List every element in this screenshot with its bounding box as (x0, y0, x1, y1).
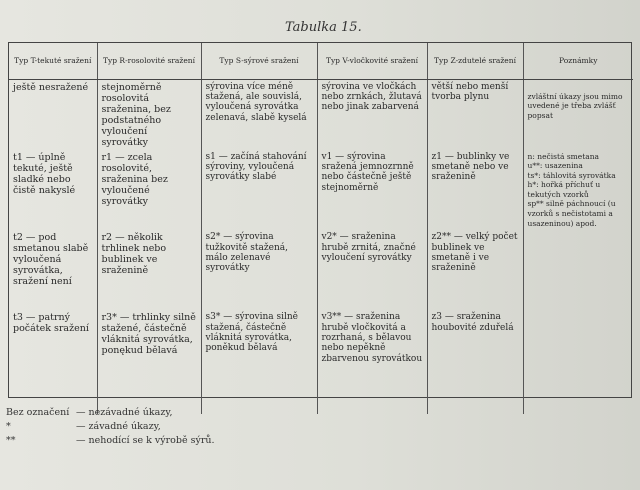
table-cell: větší nebo menší tvorba plynu (427, 79, 523, 150)
table-cell: t3 — patrný počátek sražení (13, 312, 89, 335)
table-cell (523, 310, 633, 414)
legend (6, 406, 215, 448)
column-header: Poznámky (523, 43, 633, 79)
table-row (9, 310, 633, 414)
table-cell: z3 — sraženina houbovité zduřelá (427, 310, 523, 414)
table-cell: v3** — sraženina hrubě vločkovitá a rozrhaná, s bělavou nebo nepěkně zbarvenou syrovátkou (317, 310, 427, 414)
table-cell: s3* — sýrovina silně stažená, částečně vláknitá syrovátka, poněkud bělavá (201, 310, 317, 414)
table-row (9, 230, 633, 310)
table-caption: Tabulka 15. (285, 20, 362, 35)
table-cell (523, 230, 633, 310)
data-table (8, 42, 632, 398)
column-header: Typ Z-zdutelé sražení (427, 43, 523, 79)
table-cell: t1 — úplně tekuté, ještě sladké nebo čistě nakyslé (13, 151, 76, 196)
table-row (9, 79, 633, 150)
table-cell: r1 — zcela rosolovité, sraženina bez vyloučené syrovátky (97, 150, 201, 231)
table-cell: v2* — sraženina hrubě zrnitá, značné vyloučení syrovátky (317, 230, 427, 310)
legend-key: Bez označení (6, 407, 70, 418)
legend-item (6, 420, 215, 434)
legend-text: — nezávadné úkazy, (76, 407, 173, 418)
column-header: Typ T-tekuté sražení (9, 43, 97, 79)
legend-text: — nehodící se k výrobě sýrů. (76, 435, 215, 446)
table-cell: sýrovina více méně stažená, ale souvislá, vyloučená syrovátka zelenavá, slabě kyselá (201, 79, 317, 150)
legend-text: — závadné úkazy, (76, 421, 161, 432)
table-cell: r2 — několik trhlinek nebo bublinek ve sraženině (97, 230, 201, 310)
table-cell: s1 — začíná stahování sýroviny, vyloučená syrovátky slabé (201, 150, 317, 231)
table-cell: r3* — trhlinky silně stažené, částečně vláknitá syrovátka, ponękud bělavá (97, 310, 201, 414)
table-cell: z2** — velký počet bublinek ve smetaně i ve sraženině (427, 230, 523, 310)
table-cell: sýrovina ve vločkách nebo zrnkách, žlutavá nebo jinak zabarvená (317, 79, 427, 150)
table-cell: z1 — bublinky ve smetaně nebo ve sraženině (427, 150, 523, 231)
table-cell: stejnoměrně rosolovitá sraženina, bez podstatného vyloučení syrovátky (97, 79, 201, 150)
table-cell: t2 — pod smetanou slabě vyloučená syrovátka, sražení není (13, 232, 89, 288)
legend-item (6, 434, 215, 448)
table-cell (523, 79, 633, 150)
column-header: Typ S-sýrové sražení (201, 43, 317, 79)
table-cell: ještě nesražené (13, 81, 89, 93)
legend-item (6, 406, 215, 420)
cell-text: zvláštní úkazy jsou mimo uvedené je třeba zvlášť popsat (527, 91, 623, 120)
legend-key: * (6, 421, 11, 432)
table-cell: n: nečistá smetana u**: usazenina ts*: táhlovitá syrovátka h*: hořká příchuť u tekutých vzorků sp** silně páchnoucí (u vzorků s nečistotami a usazeninou) apod. (523, 150, 633, 231)
table-cell: s2* — sýrovina tužkovitě stažená, málo zelenavé syrovátky (201, 230, 317, 310)
column-header: Typ V-vločkovité sražení (317, 43, 427, 79)
column-header: Typ R-rosolovité sražení (97, 43, 201, 79)
header-row (9, 43, 633, 79)
table-row (9, 150, 633, 231)
legend-key: ** (6, 435, 16, 446)
table-cell: v1 — sýrovina sražená jemnozrnně nebo částečně ještě stejnoměrně (317, 150, 427, 231)
